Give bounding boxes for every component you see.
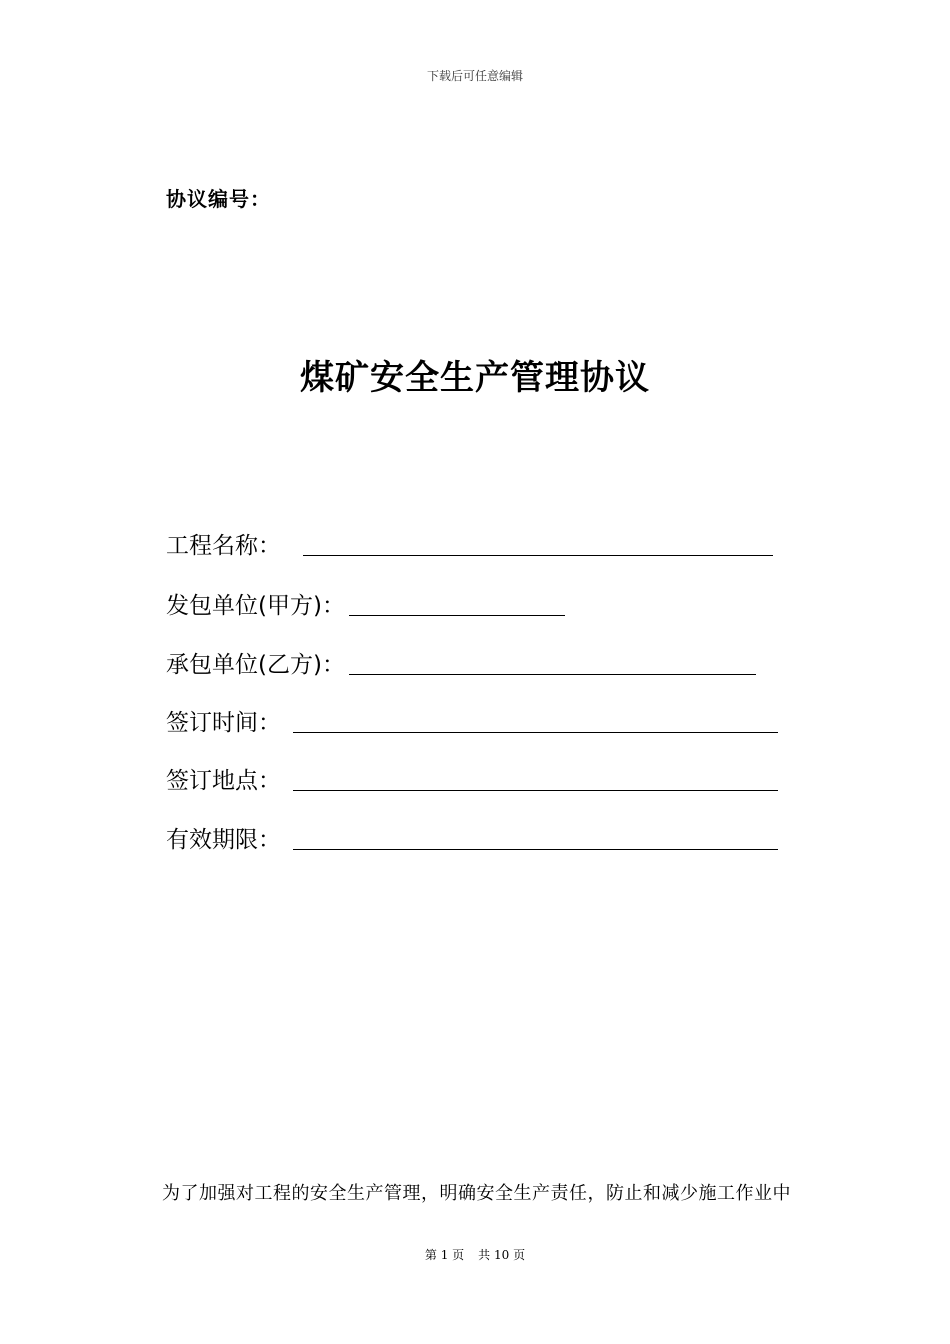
signing-date-blank[interactable] — [293, 731, 778, 733]
validity-period-row — [166, 822, 778, 854]
contractor-row — [166, 647, 756, 679]
contractor-blank[interactable] — [349, 673, 756, 675]
signing-date-label: 签订时间： — [166, 710, 281, 736]
signing-place-label: 签订地点： — [166, 768, 281, 794]
document-title: 煤矿安全生产管理协议 — [300, 358, 650, 398]
body-paragraph-first-line: 为了加强对工程的安全生产管理，明确安全生产责任，防止和减少施工作业中 — [162, 1183, 791, 1204]
employer-row — [166, 588, 565, 620]
signing-place-row — [166, 763, 778, 795]
contractor-label: 承包单位(乙方)： — [166, 652, 345, 678]
agreement-number-label: 协议编号： — [166, 187, 271, 211]
validity-period-blank[interactable] — [293, 848, 778, 850]
signing-date-row — [166, 705, 778, 737]
employer-blank[interactable] — [349, 614, 565, 616]
validity-period-label: 有效期限： — [166, 827, 281, 853]
project-name-blank[interactable] — [303, 554, 773, 556]
project-name-row — [166, 528, 773, 560]
page-total: 共 10 页 — [478, 1248, 526, 1262]
project-name-label: 工程名称： — [166, 533, 281, 559]
download-edit-note: 下载后可任意编辑 — [426, 69, 523, 83]
page-footer — [0, 1246, 950, 1263]
page-current: 第 1 页 — [424, 1248, 465, 1262]
signing-place-blank[interactable] — [293, 789, 778, 791]
employer-label: 发包单位(甲方)： — [166, 593, 345, 619]
